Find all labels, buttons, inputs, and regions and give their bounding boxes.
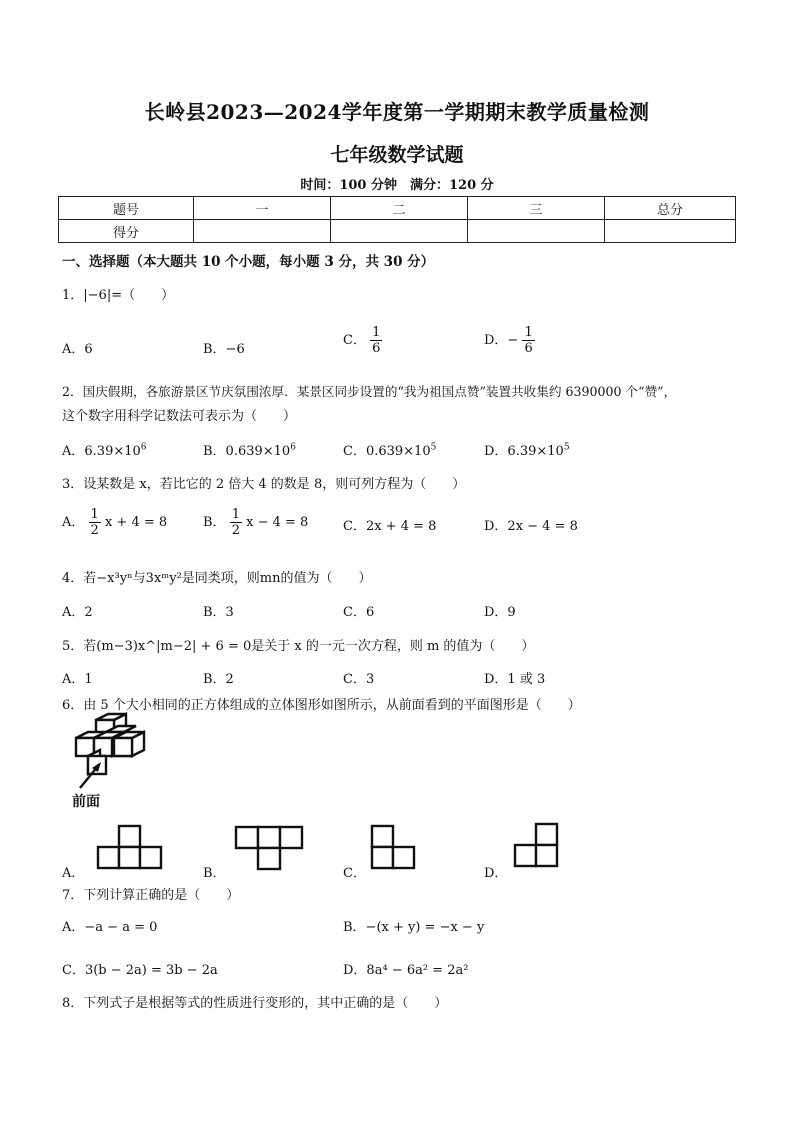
option-expression: x + 4 = 8	[104, 515, 168, 530]
q7-option-c: C．3(b − 2a) = 3b − 2a	[62, 963, 218, 978]
q1-option-a: A．6	[62, 342, 93, 357]
fraction-numerator: 1	[372, 325, 381, 340]
fraction-denominator: 2	[90, 523, 99, 538]
fraction-half	[230, 507, 242, 538]
fraction	[370, 325, 382, 356]
q4-option-b: B．3	[203, 605, 234, 620]
score-row-label: 得分	[59, 220, 194, 243]
q2-option-c	[343, 440, 436, 459]
score-cell[interactable]	[605, 220, 736, 243]
q6-option-b-figure	[234, 825, 306, 873]
question-2-stem-line1: 2．国庆假期，各旅游景区节庆氛围浓厚．某景区同步设置的“我为祖国点赞”装置共收集约 6390000 个“赞”，	[62, 384, 677, 399]
q6-option-a-label: A．	[62, 866, 85, 881]
option-text: D．6.39×10	[484, 444, 564, 459]
score-table-header-row	[59, 197, 736, 220]
question-3-stem: 3．设某数是 x，若比它的 2 倍大 4 的数是 8，则可列方程为（ ）	[62, 477, 466, 492]
exponent: 6	[140, 442, 147, 453]
option-label: B．	[203, 515, 226, 530]
q2-option-d	[484, 440, 570, 459]
option-text: C．0.639×10	[343, 444, 431, 459]
q2-option-a	[62, 440, 147, 459]
q2-option-b	[203, 440, 296, 459]
score-header-cell: 二	[331, 197, 468, 220]
q7-option-b: B．−(x + y) = −x − y	[343, 920, 485, 935]
q3-option-b	[203, 507, 308, 538]
q4-option-a: A．2	[62, 605, 93, 620]
exam-subtitle: 七年级数学试题	[330, 144, 464, 166]
fraction-denominator: 6	[524, 341, 533, 356]
fraction-numerator: 1	[524, 325, 533, 340]
option-text: A．6.39×10	[62, 444, 141, 459]
q3-option-a	[62, 507, 167, 538]
q7-option-a: A．−a − a = 0	[62, 920, 158, 935]
q1-option-d	[484, 325, 535, 356]
question-5-stem: 5．若(m−3)x^|m−2| + 6 = 0是关于 x 的一元一次方程，则 m 的值为（ ）	[62, 639, 535, 654]
option-label: A．	[62, 515, 85, 530]
question-1-stem: 1．|−6|=（ ）	[62, 288, 175, 303]
question-7-stem: 7．下列计算正确的是（ ）	[62, 888, 240, 903]
score-header-cell: 一	[194, 197, 331, 220]
question-8-stem: 8．下列式子是根据等式的性质进行变形的，其中正确的是（ ）	[62, 996, 448, 1011]
cube	[114, 732, 144, 756]
score-header-cell: 三	[468, 197, 605, 220]
fraction-numerator: 1	[90, 507, 99, 522]
score-table-score-row	[59, 220, 736, 243]
q1-option-c	[343, 325, 382, 356]
q5-option-a: A．1	[62, 672, 93, 687]
score-header-cell: 总分	[605, 197, 736, 220]
fraction-half	[89, 507, 101, 538]
question-6-stem: 6．由 5 个大小相同的正方体组成的立体图形如图所示，从前面看到的平面图形是（ ）	[62, 698, 581, 713]
fraction-denominator: 2	[231, 523, 240, 538]
score-header-cell: 题号	[59, 197, 194, 220]
option-label: D．−	[484, 333, 519, 348]
front-view-label: 前面	[72, 794, 100, 810]
q1-option-b: B．−6	[203, 342, 245, 357]
q4-option-d: D．9	[484, 605, 516, 620]
score-cell[interactable]	[194, 220, 331, 243]
option-text: B．0.639×10	[203, 444, 291, 459]
q4-option-c: C．6	[343, 605, 375, 620]
question-4-stem: 4．若−x³yⁿ与3xᵐy²是同类项，则mn的值为（ ）	[62, 571, 372, 586]
fraction-numerator: 1	[231, 507, 240, 522]
score-cell[interactable]	[331, 220, 468, 243]
option-label: C．	[343, 333, 366, 348]
q6-option-d-figure	[513, 822, 563, 870]
q6-option-c-figure	[370, 824, 420, 870]
q5-option-b: B．2	[203, 672, 234, 687]
cube-figure	[68, 712, 158, 798]
score-table	[58, 196, 736, 243]
question-2-stem-line2: 这个数字用科学记数法可表示为（ ）	[62, 409, 297, 424]
exponent: 6	[290, 442, 296, 453]
q6-option-a-figure	[96, 824, 166, 870]
exponent: 5	[430, 442, 437, 453]
fraction	[522, 325, 534, 356]
q3-option-c: C．2x + 4 = 8	[343, 519, 437, 534]
q7-option-d: D．8a⁴ − 6a² = 2a²	[343, 963, 469, 978]
exam-meta: 时间：100 分钟 满分：120 分	[300, 178, 494, 193]
q6-option-d-label: D．	[484, 866, 508, 881]
q5-option-c: C．3	[343, 672, 375, 687]
option-expression: x − 4 = 8	[246, 515, 309, 530]
section-heading: 一、选择题（本大题共 10 个小题，每小题 3 分，共 30 分）	[62, 254, 435, 270]
q6-option-c-label: C．	[343, 866, 366, 881]
q3-option-d: D．2x − 4 = 8	[484, 519, 578, 534]
exam-title: 长岭县2023—2024学年度第一学期期末教学质量检测	[144, 100, 650, 124]
q6-option-b-label: B．	[203, 866, 226, 881]
exponent: 5	[563, 442, 570, 453]
score-cell[interactable]	[468, 220, 605, 243]
q5-option-d: D．1 或 3	[484, 672, 546, 687]
fraction-denominator: 6	[372, 341, 381, 356]
